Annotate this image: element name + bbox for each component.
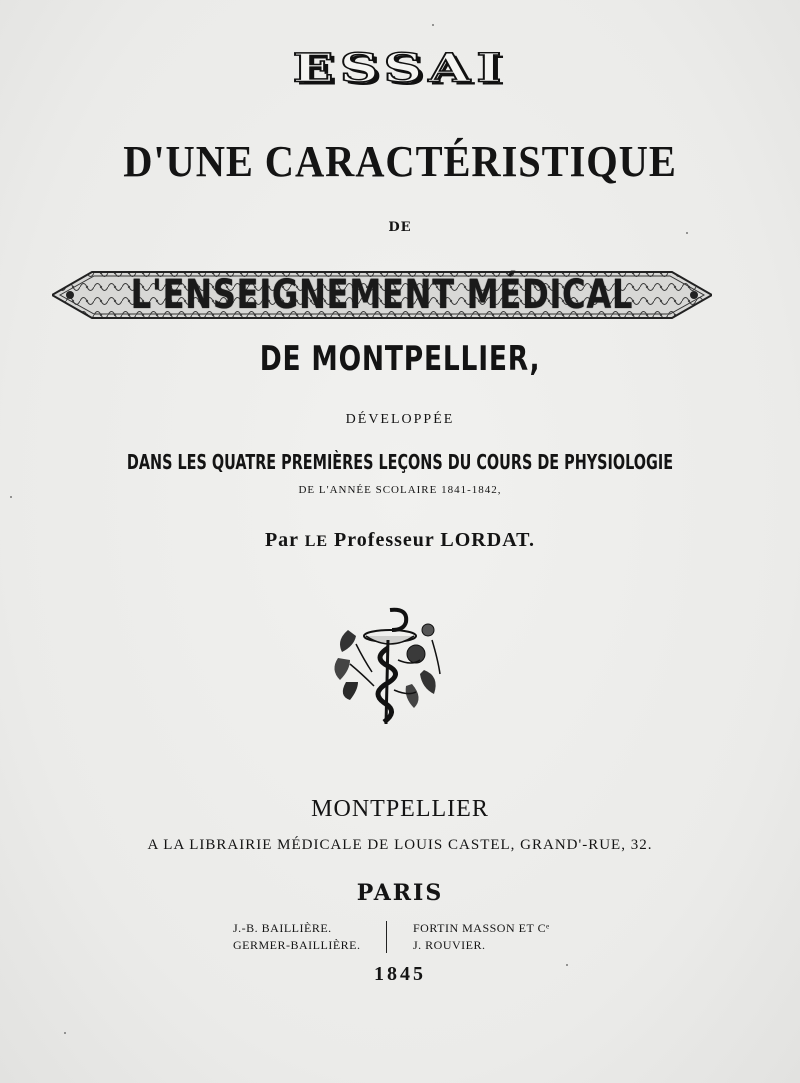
banner-text: L'ENSEIGNEMENT MÉDICAL <box>130 272 634 318</box>
publisher-name: GERMER-BAILLIÈRE. <box>233 938 361 952</box>
author-prefix: Par <box>264 529 299 551</box>
paper-speck <box>566 964 568 966</box>
ornamental-banner <box>52 266 712 324</box>
paper-speck <box>432 24 434 26</box>
place-heading: DE MONTPELLIER, <box>259 339 541 379</box>
publisher-divider <box>386 921 387 953</box>
publisher-name: FORTIN MASSON ET Cᵉ <box>413 921 550 935</box>
author-le: LE <box>304 533 329 550</box>
imprint-city-paris: PARIS <box>356 880 444 906</box>
publisher-name: J. ROUVIER. <box>413 938 486 952</box>
developed-label: DÉVELOPPÉE <box>345 412 455 427</box>
publisher-name: J.-B. BAILLIÈRE. <box>233 921 332 935</box>
publication-year: 1845 <box>374 963 426 985</box>
publishers-left <box>233 920 361 954</box>
author-line <box>0 529 800 552</box>
caduceus-flower-vignette-icon <box>328 600 448 728</box>
lessons-line: DANS LES QUATRE PREMIÈRES LEÇONS DU COURS DE PHYSIOLOGIE <box>126 450 674 474</box>
paper-speck <box>10 496 12 498</box>
paper-speck <box>686 232 688 234</box>
publishers-right <box>413 920 550 954</box>
author-name: LORDAT. <box>440 529 536 551</box>
imprint-bookseller: A LA LIBRAIRIE MÉDICALE DE LOUIS CASTEL, GRAND'-RUE, 32. <box>147 837 653 853</box>
author-title: Professeur <box>334 529 435 551</box>
subtitle-line: D'UNE CARACTÉRISTIQUE <box>123 137 677 186</box>
paper-speck <box>64 1032 66 1034</box>
imprint-city: MONTPELLIER <box>311 796 489 822</box>
connector-de: DE <box>388 220 412 235</box>
school-year-line: DE L'ANNÉE SCOLAIRE 1841-1842, <box>298 484 502 496</box>
book-title: ESSAI <box>292 44 508 92</box>
